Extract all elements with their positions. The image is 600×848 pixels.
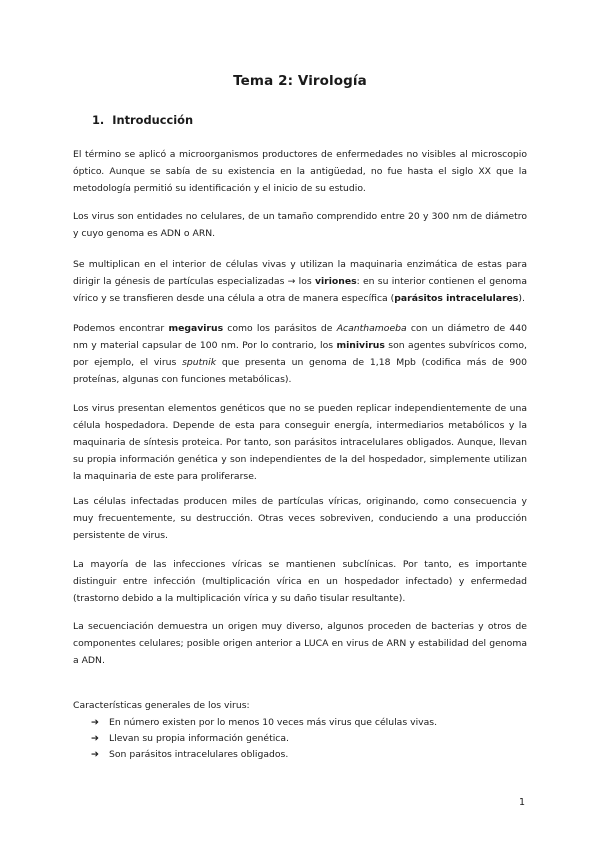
text-run: son agentes subvíricos como, por ejemplo, el virus [73,339,527,368]
text-run: que presenta un genoma de 1,18 Mpb (codifica más de 900 proteínas, algunas con funciones metabólicas). [73,356,528,385]
section-heading [92,113,193,127]
paragraph-definition: El término se aplicó a microorganismos productores de enfermedades no visibles al microscopio óptico. Aunque se sabía de su existencia en la antigüedad, no fue hasta el siglo XX que la metodología permitió su identificación y el inicio de su estudio. [73,149,527,194]
list-item [91,747,437,763]
list-item-text: Llevan su propia información genética. [109,733,289,745]
paragraph-size-genome: Los virus son entidades no celulares, de un tamaño comprendido entre 20 y 300 nm de diámetro y cuyo genoma es ADN o ARN. [73,211,527,239]
list-item-text: Son parásitos intracelulares obligados. [109,749,289,761]
italic-term-acanthamoeba: Acanthamoeba [336,323,407,334]
text-run: como los parásitos de [223,323,337,334]
characteristics-list [91,715,437,764]
paragraph-multiplication [73,257,527,308]
bold-term-parasitos: parásitos intracelulares [394,292,519,304]
arrow-bullet-icon: ➔ [91,717,99,728]
bold-term-megavirus: megavirus [168,323,224,334]
paragraph-genetic-elements: Los virus presentan elementos genéticos que no se pueden replicar independientemente de una célula hospedadora. Depende de esta para conseguir energía, intermediarios metabólicos y la maquinaria de síntesis proteica. Por tanto, son parásitos intracelulares obligados. Aunque, llevan su propia información genética y son independientes de la del hospedador, simplemente utilizan la maquinaria de este para proliferarse. [73,403,527,482]
list-item [91,715,437,731]
list-item-text: En número existen por lo menos 10 veces más virus que células vivas. [109,717,438,728]
arrow-bullet-icon: ➔ [91,749,99,761]
paragraph-infections: La mayoría de las infecciones víricas se mantienen subclínicas. Por tanto, es importante distinguir entre infección (multiplicación vírica en un hospedador infectado) y enfermedad (trastorno debido a la multiplicación vírica y su daño tisular resultante). [73,559,527,604]
paragraph-megavirus [73,321,527,389]
text-run: Se multiplican en el interior de células vivas y utilizan la maquinaria enzimática de estas para dirigir la génesis de partículas especializadas → los [73,259,527,287]
text-run: con un diámetro de 440 nm y material capsular de 100 nm. Por lo contrario, los [73,323,528,351]
page-number: 1 [519,797,526,808]
document-title: Tema 2: Virología [233,73,367,89]
characteristics-intro: Características generales de los virus: [73,700,250,711]
text-run: Podemos encontrar [73,323,169,334]
bold-term-viriones: viriones [314,275,357,287]
italic-term-sputnik: sputnik [182,356,217,368]
paragraph-infected-cells: Las células infectadas producen miles de partículas víricas, originando, como consecuencia y muy frecuentemente, su destrucción. Otras veces sobreviven, conduciendo a una producción persistente de virus. [73,496,527,541]
arrow-bullet-icon: ➔ [91,733,99,745]
list-item [91,731,437,747]
text-run: ). [518,292,525,304]
bold-term-minivirus: minivirus [336,339,385,351]
section-number: 1. [92,113,105,127]
paragraph-origin: La secuenciación demuestra un origen muy diverso, algunos proceden de bacterias y otros de componentes celulares; posible origen anterior a LUCA en virus de ARN y estabilidad del genoma a ADN. [73,621,527,666]
text-run: : en su interior contienen el genoma vírico y se transfieren desde una célula a otra de manera específica ( [73,275,527,304]
section-title: Introducción [112,113,194,127]
